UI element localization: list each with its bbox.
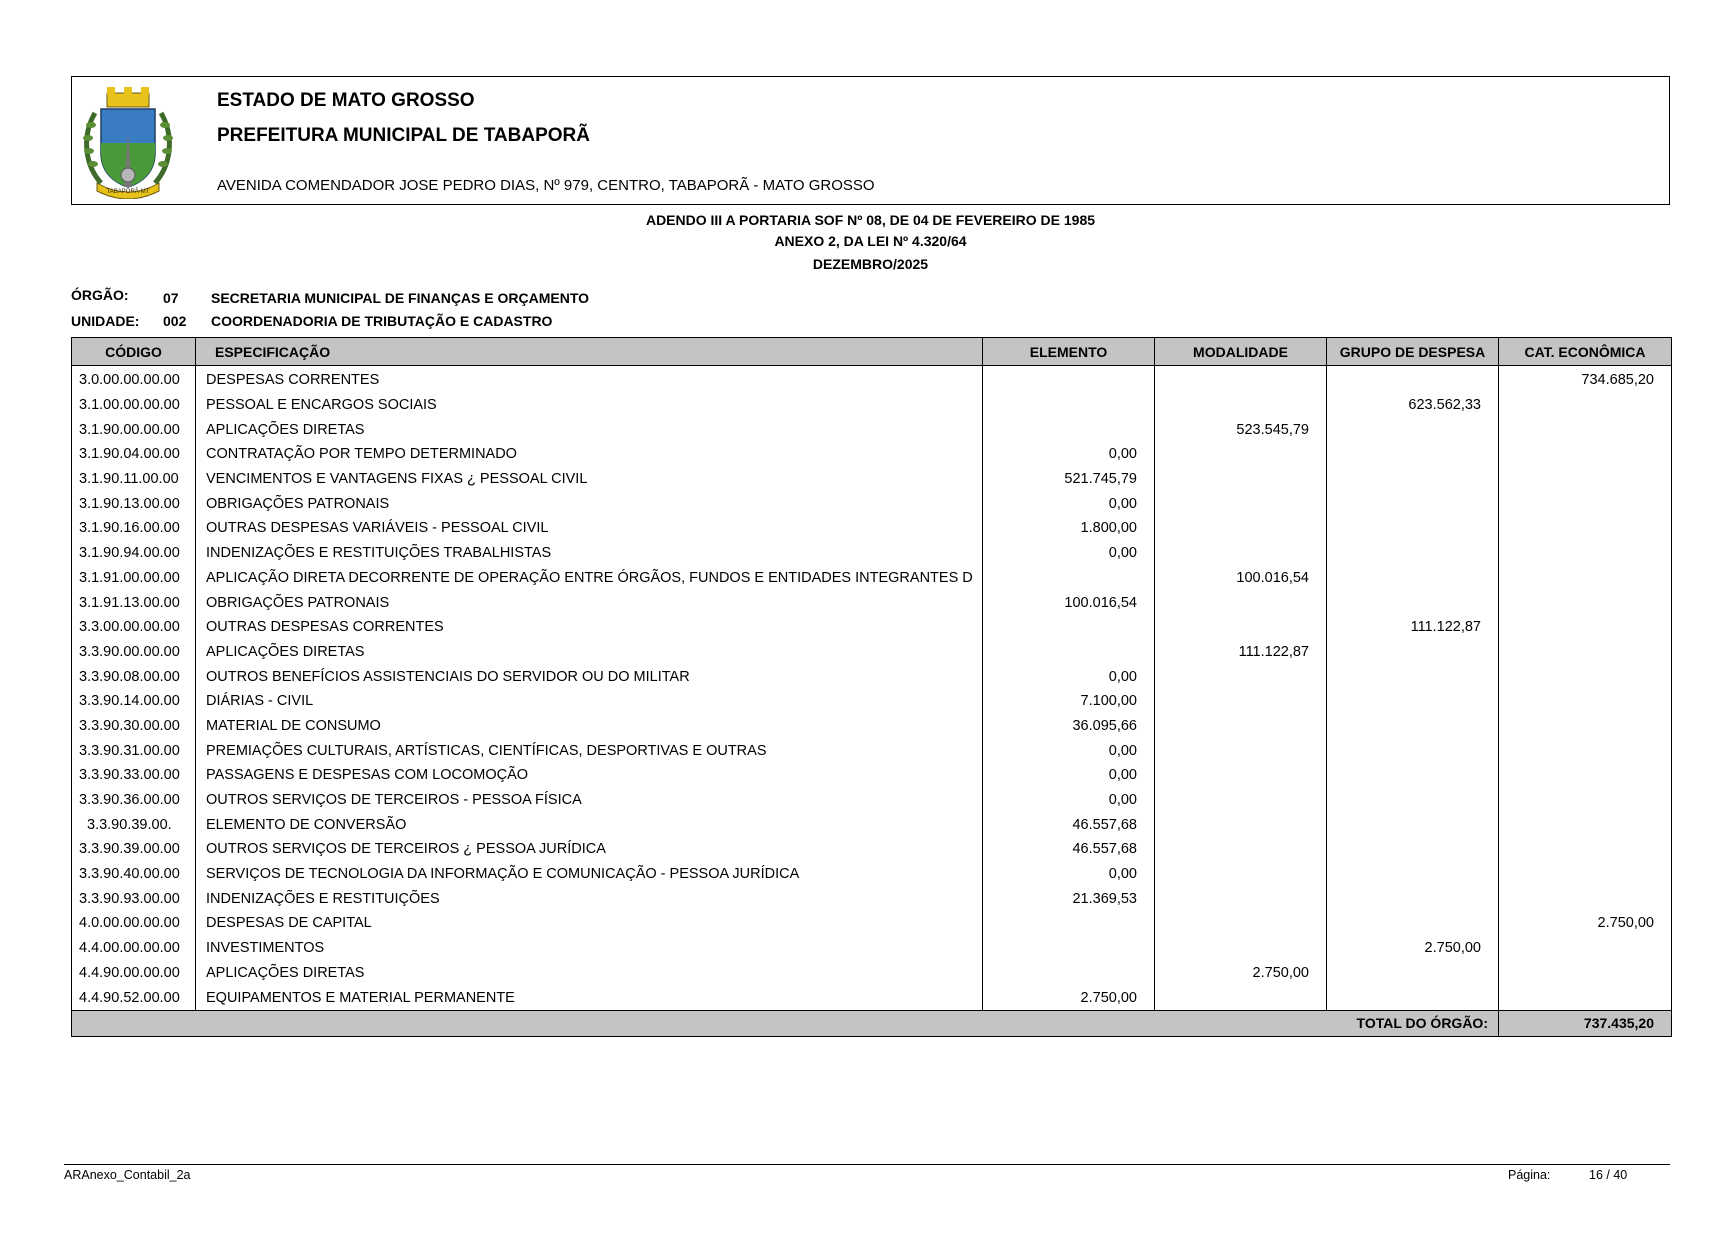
table-row xyxy=(72,442,1672,467)
cell-especificacao: OUTROS BENEFÍCIOS ASSISTENCIAIS DO SERVIDOR OU DO MILITAR xyxy=(196,664,983,689)
cell-elemento: 100.016,54 xyxy=(983,590,1155,615)
cell-modalidade xyxy=(1155,985,1327,1010)
cell-codigo: 3.3.90.30.00.00 xyxy=(72,714,196,739)
cell-codigo: 3.3.90.33.00.00 xyxy=(72,763,196,788)
cell-elemento: 521.745,79 xyxy=(983,467,1155,492)
table-row xyxy=(72,961,1672,986)
table-row xyxy=(72,664,1672,689)
cell-especificacao: CONTRATAÇÃO POR TEMPO DETERMINADO xyxy=(196,442,983,467)
table-row xyxy=(72,393,1672,418)
cell-elemento: 36.095,66 xyxy=(983,714,1155,739)
cell-grupo-despesa xyxy=(1327,714,1499,739)
cell-especificacao: APLICAÇÃO DIRETA DECORRENTE DE OPERAÇÃO ENTRE ÓRGÃOS, FUNDOS E ENTIDADES INTEGRANTES D xyxy=(196,566,983,591)
cell-cat-economica xyxy=(1499,886,1672,911)
cell-modalidade xyxy=(1155,911,1327,936)
state-name: ESTADO DE MATO GROSSO xyxy=(217,90,475,111)
cell-elemento: 1.800,00 xyxy=(983,516,1155,541)
cell-grupo-despesa xyxy=(1327,516,1499,541)
cell-cat-economica xyxy=(1499,763,1672,788)
cell-codigo: 3.1.90.13.00.00 xyxy=(72,491,196,516)
table-row xyxy=(72,862,1672,887)
cell-codigo: 3.3.90.36.00.00 xyxy=(72,788,196,813)
page-label: Página: xyxy=(1508,1168,1551,1182)
cell-grupo-despesa xyxy=(1327,738,1499,763)
header-codigo: CÓDIGO xyxy=(72,338,196,366)
cell-grupo-despesa xyxy=(1327,640,1499,665)
cell-especificacao: PESSOAL E ENCARGOS SOCIAIS xyxy=(196,393,983,418)
cell-cat-economica xyxy=(1499,738,1672,763)
table-row xyxy=(72,541,1672,566)
cell-grupo-despesa xyxy=(1327,763,1499,788)
cell-cat-economica: 2.750,00 xyxy=(1499,911,1672,936)
cell-codigo: 4.4.90.00.00.00 xyxy=(72,961,196,986)
cell-elemento xyxy=(983,393,1155,418)
cell-cat-economica xyxy=(1499,590,1672,615)
cell-grupo-despesa xyxy=(1327,366,1499,393)
cell-especificacao: DIÁRIAS - CIVIL xyxy=(196,689,983,714)
cell-elemento: 46.557,68 xyxy=(983,812,1155,837)
cell-especificacao: APLICAÇÕES DIRETAS xyxy=(196,640,983,665)
header-cat-economica: CAT. ECONÔMICA xyxy=(1499,338,1672,366)
expense-table xyxy=(71,337,1672,1037)
cell-especificacao: ELEMENTO DE CONVERSÃO xyxy=(196,812,983,837)
total-value: 737.435,20 xyxy=(1499,1010,1672,1036)
header-modalidade: MODALIDADE xyxy=(1155,338,1327,366)
cell-especificacao: EQUIPAMENTOS E MATERIAL PERMANENTE xyxy=(196,985,983,1010)
cell-modalidade xyxy=(1155,738,1327,763)
table-row xyxy=(72,812,1672,837)
table-row xyxy=(72,788,1672,813)
table-row xyxy=(72,467,1672,492)
cell-elemento: 0,00 xyxy=(983,541,1155,566)
cell-cat-economica: 734.685,20 xyxy=(1499,366,1672,393)
cell-cat-economica xyxy=(1499,862,1672,887)
cell-grupo-despesa xyxy=(1327,467,1499,492)
cell-modalidade xyxy=(1155,837,1327,862)
cell-grupo-despesa xyxy=(1327,689,1499,714)
cell-cat-economica xyxy=(1499,640,1672,665)
document-period: DEZEMBRO/2025 xyxy=(812,256,929,272)
table-row xyxy=(72,911,1672,936)
cell-elemento: 0,00 xyxy=(983,788,1155,813)
cell-elemento xyxy=(983,640,1155,665)
cell-grupo-despesa xyxy=(1327,837,1499,862)
cell-elemento xyxy=(983,566,1155,591)
cell-especificacao: APLICAÇÕES DIRETAS xyxy=(196,961,983,986)
cell-codigo: 3.3.90.00.00.00 xyxy=(72,640,196,665)
cell-elemento xyxy=(983,417,1155,442)
cell-cat-economica xyxy=(1499,467,1672,492)
cell-cat-economica xyxy=(1499,689,1672,714)
cell-cat-economica xyxy=(1499,714,1672,739)
cell-codigo: 3.3.90.14.00.00 xyxy=(72,689,196,714)
cell-elemento: 7.100,00 xyxy=(983,689,1155,714)
report-name: ARAnexo_Contabil_2a xyxy=(64,1168,191,1182)
table-row xyxy=(72,417,1672,442)
cell-modalidade xyxy=(1155,664,1327,689)
cell-modalidade xyxy=(1155,491,1327,516)
cell-especificacao: APLICAÇÕES DIRETAS xyxy=(196,417,983,442)
cell-modalidade xyxy=(1155,516,1327,541)
cell-grupo-despesa xyxy=(1327,911,1499,936)
cell-modalidade xyxy=(1155,936,1327,961)
cell-elemento xyxy=(983,366,1155,393)
total-label: TOTAL DO ÓRGÃO: xyxy=(72,1010,1499,1036)
cell-cat-economica xyxy=(1499,516,1672,541)
cell-grupo-despesa: 2.750,00 xyxy=(1327,936,1499,961)
document-title-line-2: ANEXO 2, DA LEI Nº 4.320/64 xyxy=(774,233,967,249)
unidade-label: UNIDADE: xyxy=(71,313,140,329)
cell-cat-economica xyxy=(1499,541,1672,566)
cell-cat-economica xyxy=(1499,664,1672,689)
cell-codigo: 3.1.90.94.00.00 xyxy=(72,541,196,566)
cell-codigo: 3.1.00.00.00.00 xyxy=(72,393,196,418)
cell-codigo: 4.4.00.00.00.00 xyxy=(72,936,196,961)
cell-modalidade xyxy=(1155,442,1327,467)
cell-modalidade: 523.545,79 xyxy=(1155,417,1327,442)
cell-codigo: 3.1.90.11.00.00 xyxy=(72,467,196,492)
cell-modalidade: 100.016,54 xyxy=(1155,566,1327,591)
table-row xyxy=(72,985,1672,1010)
table-header-row xyxy=(72,338,1672,366)
table-row xyxy=(72,366,1672,393)
prefecture-address: AVENIDA COMENDADOR JOSE PEDRO DIAS, Nº 979, CENTRO, TABAPORÃ - MATO GROSSO xyxy=(217,177,875,194)
cell-codigo: 4.4.90.52.00.00 xyxy=(72,985,196,1010)
cell-cat-economica xyxy=(1499,936,1672,961)
cell-especificacao: VENCIMENTOS E VANTAGENS FIXAS ¿ PESSOAL CIVIL xyxy=(196,467,983,492)
cell-codigo: 3.3.90.31.00.00 xyxy=(72,738,196,763)
document-title-line-1: ADENDO III A PORTARIA SOF Nº 08, DE 04 DE FEVEREIRO DE 1985 xyxy=(645,212,1096,228)
cell-cat-economica xyxy=(1499,837,1672,862)
cell-especificacao: INDENIZAÇÕES E RESTITUIÇÕES TRABALHISTAS xyxy=(196,541,983,566)
cell-modalidade xyxy=(1155,862,1327,887)
cell-grupo-despesa xyxy=(1327,985,1499,1010)
cell-codigo: 3.1.91.13.00.00 xyxy=(72,590,196,615)
cell-grupo-despesa xyxy=(1327,961,1499,986)
cell-grupo-despesa: 111.122,87 xyxy=(1327,615,1499,640)
page-number: 16 / 40 xyxy=(1589,1168,1628,1182)
cell-especificacao: OUTRAS DESPESAS CORRENTES xyxy=(196,615,983,640)
cell-cat-economica xyxy=(1499,442,1672,467)
header-especificacao: ESPECIFICAÇÃO xyxy=(196,338,983,366)
cell-grupo-despesa xyxy=(1327,862,1499,887)
table-row xyxy=(72,886,1672,911)
cell-codigo: 3.3.90.93.00.00 xyxy=(72,886,196,911)
cell-codigo: 4.0.00.00.00.00 xyxy=(72,911,196,936)
cell-grupo-despesa xyxy=(1327,664,1499,689)
cell-cat-economica xyxy=(1499,393,1672,418)
cell-grupo-despesa xyxy=(1327,788,1499,813)
orgao-code: 07 xyxy=(163,290,179,306)
cell-especificacao: INVESTIMENTOS xyxy=(196,936,983,961)
cell-grupo-despesa xyxy=(1327,886,1499,911)
cell-elemento: 0,00 xyxy=(983,442,1155,467)
cell-especificacao: DESPESAS CORRENTES xyxy=(196,366,983,393)
cell-grupo-despesa xyxy=(1327,541,1499,566)
cell-grupo-despesa xyxy=(1327,812,1499,837)
cell-especificacao: DESPESAS DE CAPITAL xyxy=(196,911,983,936)
cell-modalidade: 2.750,00 xyxy=(1155,961,1327,986)
orgao-name: SECRETARIA MUNICIPAL DE FINANÇAS E ORÇAMENTO xyxy=(211,290,590,306)
cell-grupo-despesa xyxy=(1327,442,1499,467)
cell-codigo: 3.3.00.00.00.00 xyxy=(72,615,196,640)
cell-modalidade xyxy=(1155,714,1327,739)
cell-modalidade xyxy=(1155,689,1327,714)
footer-divider xyxy=(64,1164,1670,1165)
cell-modalidade xyxy=(1155,366,1327,393)
cell-codigo: 3.3.90.40.00.00 xyxy=(72,862,196,887)
cell-especificacao: OBRIGAÇÕES PATRONAIS xyxy=(196,590,983,615)
total-row xyxy=(72,1010,1672,1036)
cell-grupo-despesa xyxy=(1327,566,1499,591)
cell-cat-economica xyxy=(1499,491,1672,516)
table-body xyxy=(72,366,1672,1011)
cell-elemento: 21.369,53 xyxy=(983,886,1155,911)
unidade-code: 002 xyxy=(163,313,187,329)
cell-elemento: 2.750,00 xyxy=(983,985,1155,1010)
cell-cat-economica xyxy=(1499,566,1672,591)
cell-cat-economica xyxy=(1499,961,1672,986)
cell-grupo-despesa xyxy=(1327,417,1499,442)
cell-cat-economica xyxy=(1499,985,1672,1010)
cell-elemento: 46.557,68 xyxy=(983,837,1155,862)
table-row xyxy=(72,714,1672,739)
header-grupo-despesa: GRUPO DE DESPESA xyxy=(1327,338,1499,366)
table-row xyxy=(72,590,1672,615)
table-row xyxy=(72,640,1672,665)
orgao-label: ÓRGÃO: xyxy=(71,287,129,303)
cell-codigo: 3.1.91.00.00.00 xyxy=(72,566,196,591)
letterhead xyxy=(71,76,1670,205)
cell-codigo: 3.1.90.16.00.00 xyxy=(72,516,196,541)
cell-elemento xyxy=(983,911,1155,936)
cell-codigo: 3.3.90.08.00.00 xyxy=(72,664,196,689)
cell-especificacao: OUTRAS DESPESAS VARIÁVEIS - PESSOAL CIVIL xyxy=(196,516,983,541)
cell-elemento xyxy=(983,936,1155,961)
cell-especificacao: INDENIZAÇÕES E RESTITUIÇÕES xyxy=(196,886,983,911)
municipal-crest-icon xyxy=(79,83,177,199)
cell-cat-economica xyxy=(1499,812,1672,837)
cell-modalidade xyxy=(1155,812,1327,837)
cell-modalidade xyxy=(1155,615,1327,640)
cell-elemento xyxy=(983,615,1155,640)
cell-codigo: 3.3.90.39.00.00 xyxy=(72,837,196,862)
table-row xyxy=(72,491,1672,516)
cell-codigo: 3.1.90.00.00.00 xyxy=(72,417,196,442)
cell-grupo-despesa xyxy=(1327,590,1499,615)
cell-elemento: 0,00 xyxy=(983,664,1155,689)
table-row xyxy=(72,763,1672,788)
cell-modalidade: 111.122,87 xyxy=(1155,640,1327,665)
cell-modalidade xyxy=(1155,763,1327,788)
cell-elemento: 0,00 xyxy=(983,738,1155,763)
cell-modalidade xyxy=(1155,467,1327,492)
cell-grupo-despesa xyxy=(1327,491,1499,516)
crest-ribbon-text: TABAPORÃ-MT xyxy=(106,189,150,195)
table-row xyxy=(72,566,1672,591)
cell-codigo: 3.3.90.39.00. xyxy=(72,812,196,837)
cell-elemento: 0,00 xyxy=(983,491,1155,516)
cell-especificacao: SERVIÇOS DE TECNOLOGIA DA INFORMAÇÃO E COMUNICAÇÃO - PESSOA JURÍDICA xyxy=(196,862,983,887)
cell-especificacao: OBRIGAÇÕES PATRONAIS xyxy=(196,491,983,516)
cell-elemento: 0,00 xyxy=(983,763,1155,788)
cell-especificacao: PREMIAÇÕES CULTURAIS, ARTÍSTICAS, CIENTÍFICAS, DESPORTIVAS E OUTRAS xyxy=(196,738,983,763)
cell-modalidade xyxy=(1155,393,1327,418)
table-row xyxy=(72,689,1672,714)
table-row xyxy=(72,615,1672,640)
unidade-name: COORDENADORIA DE TRIBUTAÇÃO E CADASTRO xyxy=(211,313,553,329)
cell-codigo: 3.1.90.04.00.00 xyxy=(72,442,196,467)
cell-codigo: 3.0.00.00.00.00 xyxy=(72,366,196,393)
cell-especificacao: OUTROS SERVIÇOS DE TERCEIROS ¿ PESSOA JURÍDICA xyxy=(196,837,983,862)
cell-especificacao: OUTROS SERVIÇOS DE TERCEIROS - PESSOA FÍSICA xyxy=(196,788,983,813)
cell-especificacao: PASSAGENS E DESPESAS COM LOCOMOÇÃO xyxy=(196,763,983,788)
header-elemento: ELEMENTO xyxy=(983,338,1155,366)
table-row xyxy=(72,837,1672,862)
cell-elemento: 0,00 xyxy=(983,862,1155,887)
table-row xyxy=(72,738,1672,763)
cell-cat-economica xyxy=(1499,417,1672,442)
cell-modalidade xyxy=(1155,886,1327,911)
prefecture-name: PREFEITURA MUNICIPAL DE TABAPORÃ xyxy=(217,125,590,146)
cell-grupo-despesa: 623.562,33 xyxy=(1327,393,1499,418)
cell-especificacao: MATERIAL DE CONSUMO xyxy=(196,714,983,739)
cell-modalidade xyxy=(1155,541,1327,566)
cell-modalidade xyxy=(1155,590,1327,615)
cell-cat-economica xyxy=(1499,615,1672,640)
cell-modalidade xyxy=(1155,788,1327,813)
table-row xyxy=(72,936,1672,961)
cell-cat-economica xyxy=(1499,788,1672,813)
table-row xyxy=(72,516,1672,541)
cell-elemento xyxy=(983,961,1155,986)
